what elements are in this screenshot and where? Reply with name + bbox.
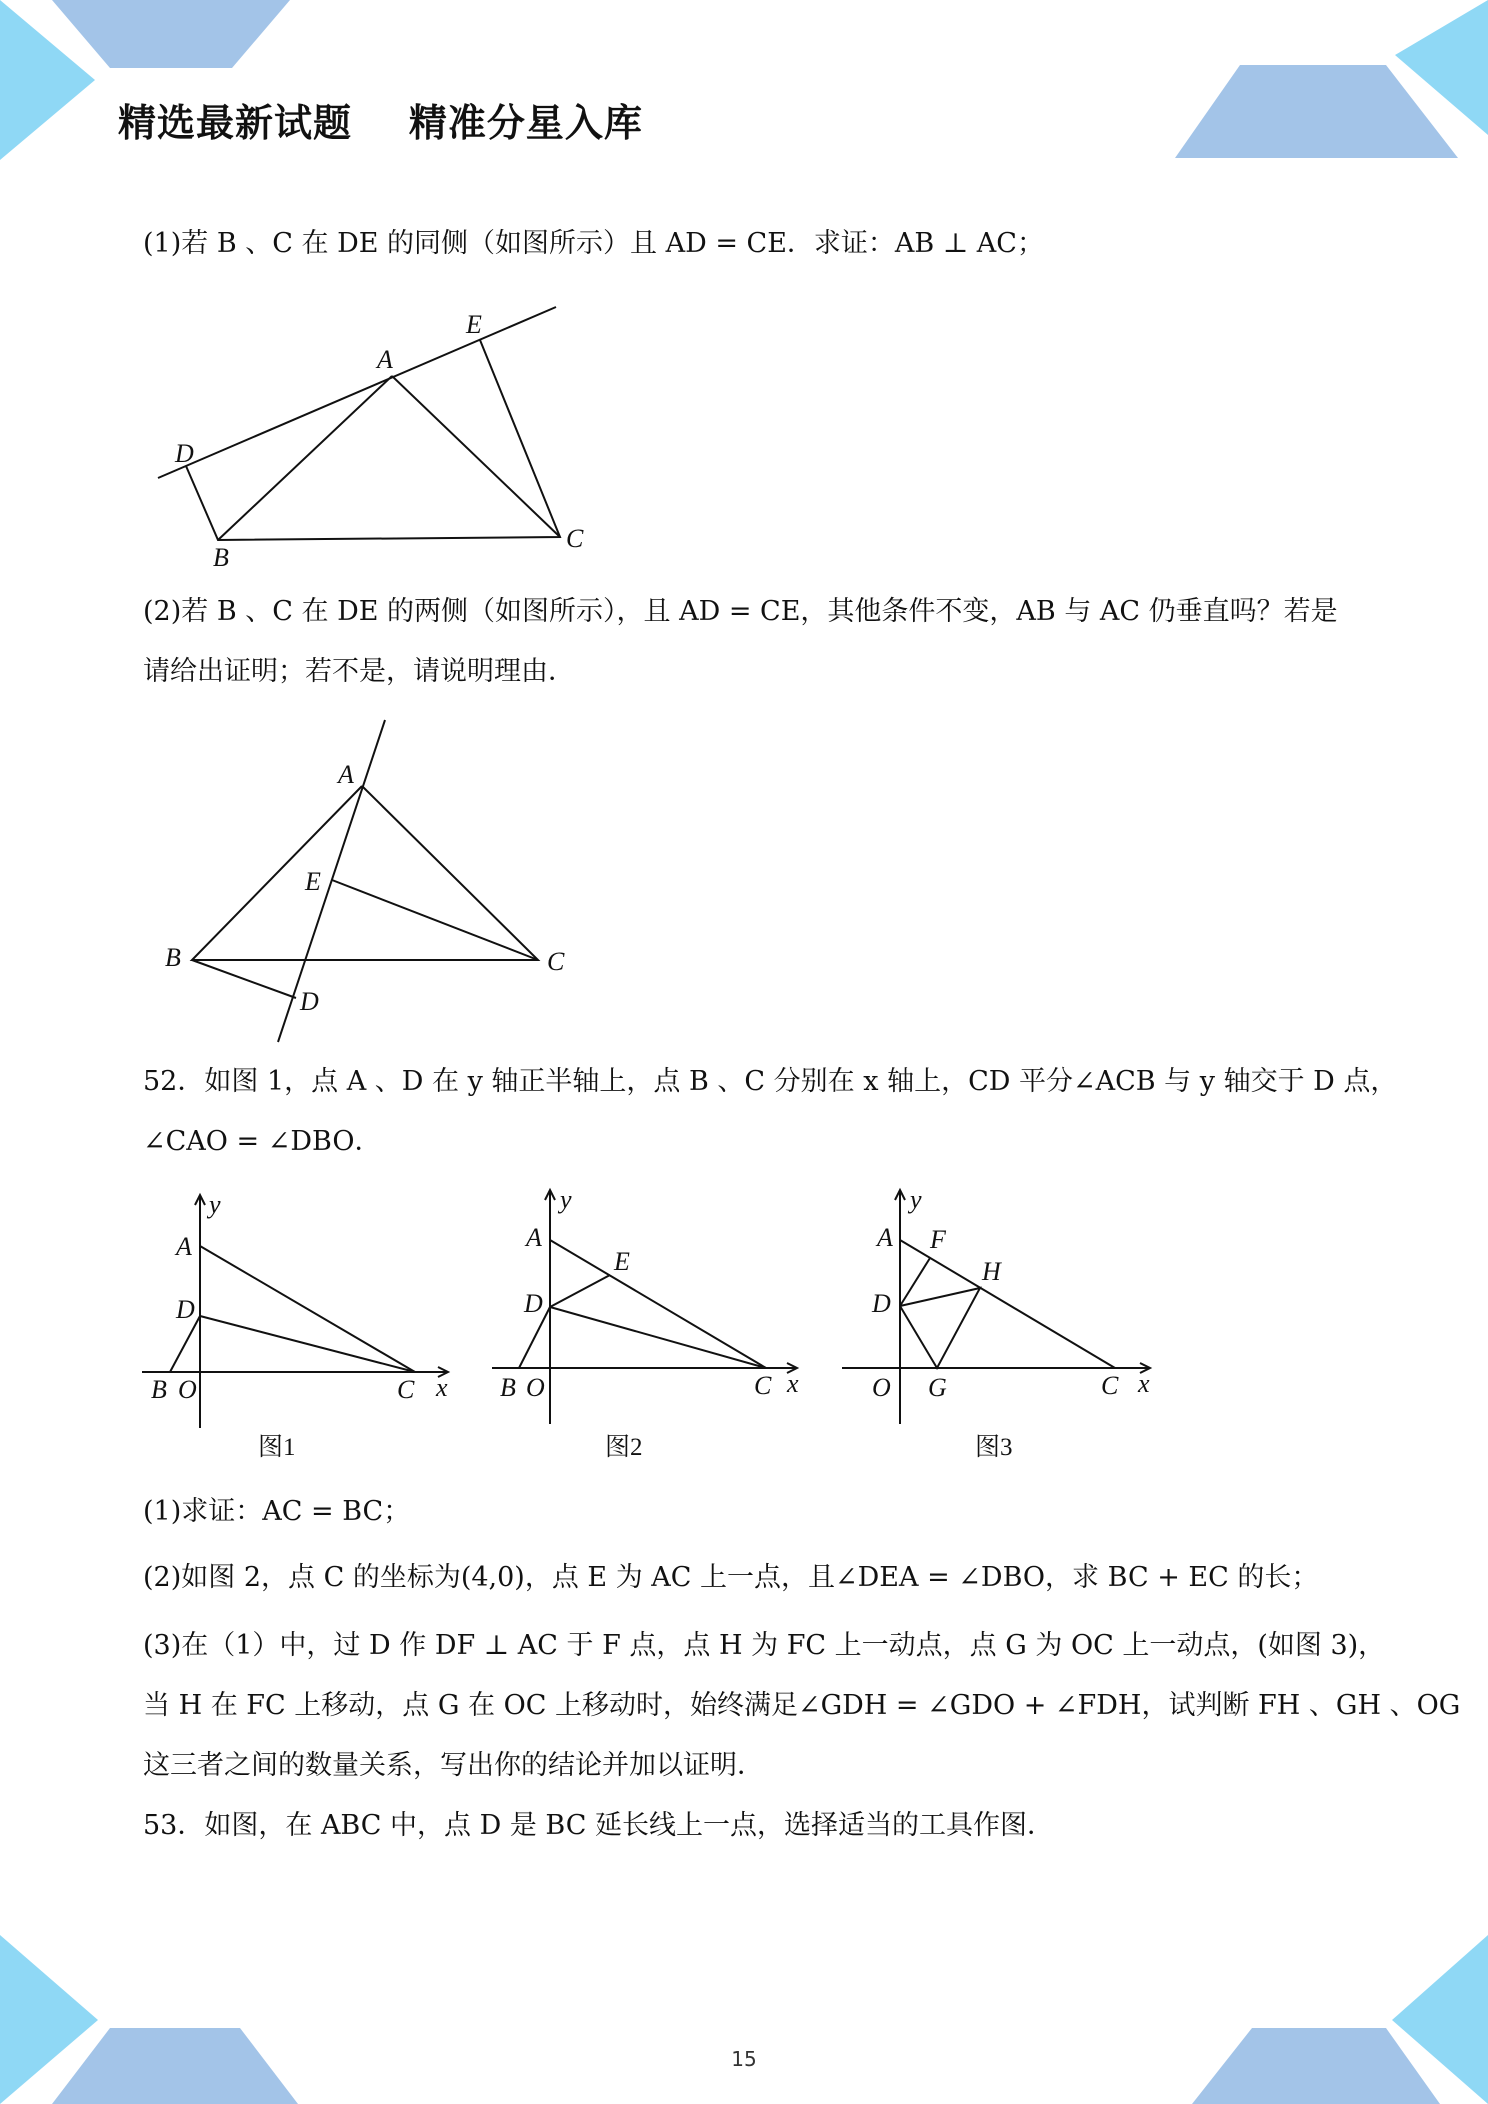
label-d: D (872, 1289, 891, 1318)
segment-de (550, 1275, 610, 1307)
decor-top-right-trapezoid (1175, 65, 1458, 158)
label-y: y (910, 1185, 922, 1214)
label-e: E (466, 310, 482, 339)
figure-opposite-sides (155, 715, 575, 1050)
label-b: B (151, 1375, 167, 1404)
label-b: B (213, 543, 229, 572)
question-52-line-1: 52．如图 1，点 A 、D 在 y 轴正半轴上，点 B 、C 分别在 x 轴上，CD 平分∠ACB 与 y 轴交于 D 点， (143, 1066, 1398, 1097)
segment-ce (332, 880, 538, 960)
label-c: C (547, 947, 565, 976)
label-b: B (500, 1373, 516, 1402)
figure-2 (485, 1180, 815, 1465)
label-o: O (178, 1375, 197, 1404)
caption-figure-1: 图1 (258, 1434, 296, 1461)
label-y: y (209, 1190, 221, 1219)
question-52-line-2: ∠CAO = ∠DBO． (143, 1126, 382, 1157)
figure-1 (135, 1185, 465, 1465)
label-y: y (560, 1185, 572, 1214)
label-a: A (377, 345, 393, 374)
figure-same-side (150, 295, 584, 580)
label-g: G (928, 1373, 947, 1402)
segment-dc (550, 1307, 766, 1368)
label-a: A (877, 1223, 893, 1252)
question-52-part-3-line-2: 当 H 在 FC 上移动，点 G 在 OC 上移动时，始终满足∠GDH = ∠GDO + ∠FDH，试判断 FH 、GH 、OG (143, 1690, 1461, 1721)
label-d: D (300, 987, 319, 1016)
segment-ac (392, 376, 560, 537)
question-51-part-2-line-2: 请给出证明；若不是，请说明理由． (143, 656, 575, 687)
segment-d-b-c-e (186, 340, 560, 540)
triangle-abc (192, 786, 538, 960)
figure-3 (835, 1180, 1170, 1465)
question-51-part-2-line-1: (2)若 B 、C 在 DE 的两侧（如图所示），且 AD = CE，其他条件不变，AB 与 AC 仍垂直吗？若是 (143, 596, 1338, 627)
label-a: A (526, 1223, 542, 1252)
quadrilateral-d-h-g-d (900, 1288, 980, 1368)
label-c: C (566, 524, 584, 553)
label-c: C (1101, 1371, 1119, 1400)
question-52-part-1: (1)求证：AC = BC； (143, 1496, 411, 1527)
question-52-part-3-line-1: (3)在（1）中，过 D 作 DF ⊥ AC 于 F 点，点 H 为 FC 上一动点，点 G 为 OC 上一动点，(如图 3)， (143, 1630, 1386, 1661)
decor-top-left-trapezoid (52, 0, 290, 68)
segment-ac (550, 1240, 766, 1368)
label-x: x (436, 1373, 448, 1402)
label-e: E (614, 1247, 630, 1276)
segment-dc (200, 1316, 415, 1372)
question-52-part-2: (2)如图 2，点 C 的坐标为(4,0)，点 E 为 AC 上一点，且∠DEA = ∠DBO，求 BC + EC 的长； (143, 1562, 1319, 1593)
label-h: H (982, 1257, 1001, 1286)
label-b: B (165, 943, 181, 972)
label-e: E (305, 867, 321, 896)
line-de (158, 307, 556, 478)
segment-ac (200, 1246, 415, 1372)
question-53: 53．如图，在 ABC 中，点 D 是 BC 延长线上一点，选择适当的工具作图． (143, 1810, 1054, 1841)
label-o: O (872, 1373, 891, 1402)
label-x: x (787, 1369, 799, 1398)
segment-bd (192, 960, 296, 998)
question-52-part-3-line-3: 这三者之间的数量关系，写出你的结论并加以证明． (143, 1750, 764, 1781)
segment-ac (900, 1240, 1115, 1368)
label-c: C (397, 1375, 415, 1404)
label-d: D (524, 1289, 543, 1318)
caption-figure-3: 图3 (975, 1434, 1013, 1461)
segment-df (900, 1258, 930, 1306)
label-a: A (338, 760, 354, 789)
header-title: 精选最新试题 精准分星入库 (118, 101, 643, 145)
label-o: O (526, 1373, 545, 1402)
label-x: x (1138, 1369, 1150, 1398)
segment-bd (170, 1316, 200, 1372)
label-d: D (175, 439, 194, 468)
label-f: F (930, 1225, 946, 1254)
label-d: D (176, 1295, 195, 1324)
label-c: C (754, 1371, 772, 1400)
line-de (278, 720, 385, 1042)
segment-ab (218, 376, 392, 540)
caption-figure-2: 图2 (605, 1434, 643, 1461)
question-51-part-1: (1)若 B 、C 在 DE 的同侧（如图所示）且 AD = CE．求证：AB ⊥ AC； (143, 228, 1044, 259)
label-a: A (176, 1232, 192, 1261)
page-number: 15 (731, 2047, 757, 2071)
